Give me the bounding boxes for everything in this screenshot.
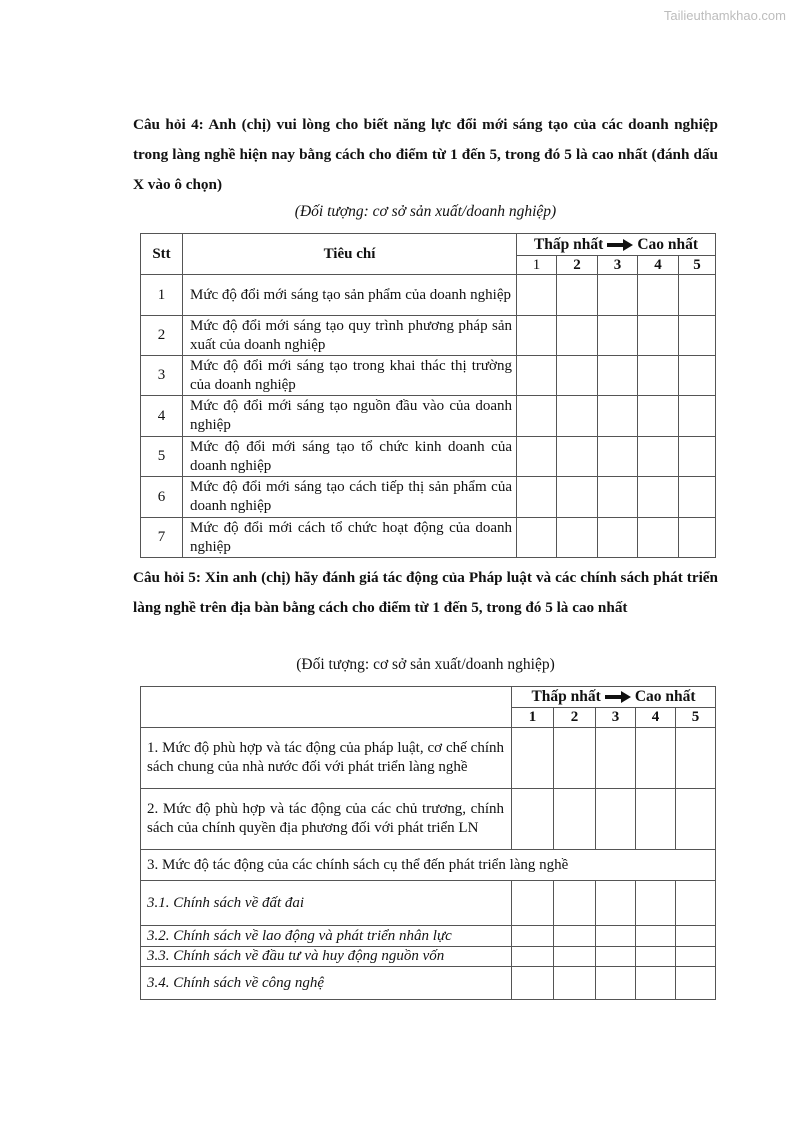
rating-cell[interactable]	[679, 275, 716, 316]
row-stt: 1	[141, 275, 183, 316]
rating-cell[interactable]	[638, 316, 679, 356]
row-criteria: Mức độ đổi mới sáng tạo cách tiếp thị sản phẩm của doanh nghiệp	[183, 477, 517, 518]
scale-low-label: Thấp nhất	[533, 235, 604, 253]
rating-cell[interactable]	[638, 477, 679, 518]
table-row	[141, 437, 716, 477]
table-row	[141, 789, 716, 850]
rating-cell[interactable]	[636, 947, 676, 967]
rating-cell[interactable]	[598, 518, 638, 558]
question-5-text: Câu hỏi 5: Xin anh (chị) hãy đánh giá tác động của Pháp luật và các chính sách phát triển làng nghề trên địa bàn bằng cách cho điểm từ 1 đến 5, trong đó 5 là cao nhất	[133, 569, 718, 616]
rating-cell[interactable]	[557, 316, 598, 356]
rating-cell[interactable]	[638, 396, 679, 437]
scale-2: 2	[557, 256, 598, 275]
rating-cell[interactable]	[636, 728, 676, 789]
row-criteria: Mức độ đổi mới sáng tạo sản phẩm của doanh nghiệp	[183, 275, 517, 316]
scale-high-label: Cao nhất	[634, 688, 696, 705]
rating-cell[interactable]	[596, 789, 636, 850]
criteria-header: Tiêu chí	[183, 234, 517, 275]
rating-cell[interactable]	[554, 789, 596, 850]
scale-5: 5	[679, 256, 716, 275]
table-row	[141, 316, 716, 356]
rating-cell[interactable]	[676, 789, 716, 850]
row-stt: 2	[141, 316, 183, 356]
rating-cell[interactable]	[636, 789, 676, 850]
row-stt: 6	[141, 477, 183, 518]
rating-cell[interactable]	[512, 926, 554, 947]
empty-header-cell	[141, 687, 512, 728]
rating-cell[interactable]	[598, 477, 638, 518]
scale-3: 3	[598, 256, 638, 275]
rating-cell[interactable]	[517, 275, 557, 316]
rating-cell[interactable]	[596, 967, 636, 1000]
row-stt: 4	[141, 396, 183, 437]
table-row	[141, 728, 716, 789]
rating-cell[interactable]	[636, 881, 676, 926]
rating-cell[interactable]	[638, 275, 679, 316]
scale-header	[517, 234, 716, 256]
rating-cell[interactable]	[517, 518, 557, 558]
scale-4: 4	[636, 708, 676, 728]
rating-cell[interactable]	[554, 926, 596, 947]
right-arrow-icon	[605, 691, 631, 703]
rating-cell[interactable]	[679, 356, 716, 396]
rating-cell[interactable]	[598, 396, 638, 437]
rating-cell[interactable]	[679, 518, 716, 558]
rating-cell[interactable]	[596, 947, 636, 967]
row-criteria: Mức độ đổi mới sáng tạo trong khai thác thị trường của doanh nghiệp	[183, 356, 517, 396]
rating-cell[interactable]	[557, 518, 598, 558]
scale-5: 5	[676, 708, 716, 728]
row-criteria: 3.2. Chính sách về lao động và phát triển nhân lực	[141, 926, 512, 947]
rating-cell[interactable]	[598, 275, 638, 316]
table-row	[141, 356, 716, 396]
rating-cell[interactable]	[596, 728, 636, 789]
table-row	[141, 947, 716, 967]
rating-cell[interactable]	[676, 926, 716, 947]
rating-cell[interactable]	[512, 881, 554, 926]
rating-cell[interactable]	[679, 437, 716, 477]
scale-high-label: Cao nhất	[637, 235, 699, 253]
rating-cell[interactable]	[638, 437, 679, 477]
rating-cell[interactable]	[679, 396, 716, 437]
row-stt: 3	[141, 356, 183, 396]
question-5-subject: (Đối tượng: cơ sở sản xuất/doanh nghiệp)	[296, 656, 555, 673]
table-row	[141, 477, 716, 518]
table-row	[141, 881, 716, 926]
question-4-table	[140, 233, 716, 558]
row-criteria: 3.3. Chính sách về đầu tư và huy động nguồn vốn	[141, 947, 512, 967]
rating-cell[interactable]	[598, 437, 638, 477]
scale-4: 4	[638, 256, 679, 275]
rating-cell[interactable]	[557, 437, 598, 477]
scale-1: 1	[517, 256, 557, 275]
row-criteria: Mức độ đổi mới sáng tạo tổ chức kinh doanh của doanh nghiệp	[183, 437, 517, 477]
rating-cell[interactable]	[676, 881, 716, 926]
stt-header: Stt	[141, 234, 183, 275]
row-stt: 5	[141, 437, 183, 477]
rating-cell[interactable]	[517, 396, 557, 437]
rating-cell[interactable]	[554, 967, 596, 1000]
rating-cell[interactable]	[557, 356, 598, 396]
question-5-table	[140, 686, 716, 1000]
rating-cell[interactable]	[554, 947, 596, 967]
rating-cell[interactable]	[512, 728, 554, 789]
rating-cell[interactable]	[676, 947, 716, 967]
rating-cell[interactable]	[554, 881, 596, 926]
question-4-subject: (Đối tượng: cơ sở sản xuất/doanh nghiệp)	[294, 203, 557, 220]
rating-cell[interactable]	[676, 728, 716, 789]
scale-header	[512, 687, 716, 708]
rating-cell[interactable]	[557, 396, 598, 437]
table-row	[141, 518, 716, 558]
rating-cell[interactable]	[512, 947, 554, 967]
rating-cell[interactable]	[636, 926, 676, 947]
table-row	[141, 396, 716, 437]
row-stt: 7	[141, 518, 183, 558]
rating-cell[interactable]	[557, 275, 598, 316]
scale-low-label: Thấp nhất	[531, 688, 601, 705]
rating-cell[interactable]	[517, 477, 557, 518]
rating-cell[interactable]	[638, 356, 679, 396]
rating-cell[interactable]	[512, 789, 554, 850]
rating-cell[interactable]	[598, 356, 638, 396]
rating-cell[interactable]	[557, 477, 598, 518]
rating-cell[interactable]	[517, 437, 557, 477]
scale-2: 2	[554, 708, 596, 728]
row-criteria: Mức độ đổi mới sáng tạo nguồn đầu vào của doanh nghiệp	[183, 396, 517, 437]
right-arrow-icon	[607, 239, 633, 251]
question-4-text: Câu hỏi 4: Anh (chị) vui lòng cho biết năng lực đổi mới sáng tạo của các doanh nghiệp trong làng nghề hiện nay bằng cách cho điểm từ 1 đến 5, trong đó 5 là cao nhất (đánh dấu X vào ô chọn)	[133, 116, 718, 193]
watermark: Tailieuthamkhao.com	[663, 8, 786, 23]
rating-cell[interactable]	[517, 316, 557, 356]
rating-cell[interactable]	[679, 477, 716, 518]
row-criteria: 1. Mức độ phù hợp và tác động của pháp luật, cơ chế chính sách chung của nhà nước đối với phát triển làng nghề	[141, 728, 512, 789]
rating-cell[interactable]	[638, 518, 679, 558]
section-label: 3. Mức độ tác động của các chính sách cụ thể đến phát triển làng nghề	[141, 850, 716, 881]
rating-cell[interactable]	[598, 316, 638, 356]
rating-cell[interactable]	[676, 967, 716, 1000]
rating-cell[interactable]	[636, 967, 676, 1000]
table-row	[141, 275, 716, 316]
table-row	[141, 926, 716, 947]
row-criteria: Mức độ đổi mới sáng tạo quy trình phương pháp sản xuất của doanh nghiệp	[183, 316, 517, 356]
table-row	[141, 967, 716, 1000]
rating-cell[interactable]	[512, 967, 554, 1000]
row-criteria: Mức độ đổi mới cách tổ chức hoạt động của doanh nghiệp	[183, 518, 517, 558]
rating-cell[interactable]	[596, 926, 636, 947]
row-criteria: 2. Mức độ phù hợp và tác động của các chủ trương, chính sách của chính quyền địa phương đối với phát triển LN	[141, 789, 512, 850]
row-criteria: 3.1. Chính sách về đất đai	[141, 881, 512, 926]
rating-cell[interactable]	[517, 356, 557, 396]
scale-1: 1	[512, 708, 554, 728]
row-criteria: 3.4. Chính sách về công nghệ	[141, 967, 512, 1000]
scale-3: 3	[596, 708, 636, 728]
rating-cell[interactable]	[679, 316, 716, 356]
section-row	[141, 850, 716, 881]
rating-cell[interactable]	[554, 728, 596, 789]
rating-cell[interactable]	[596, 881, 636, 926]
